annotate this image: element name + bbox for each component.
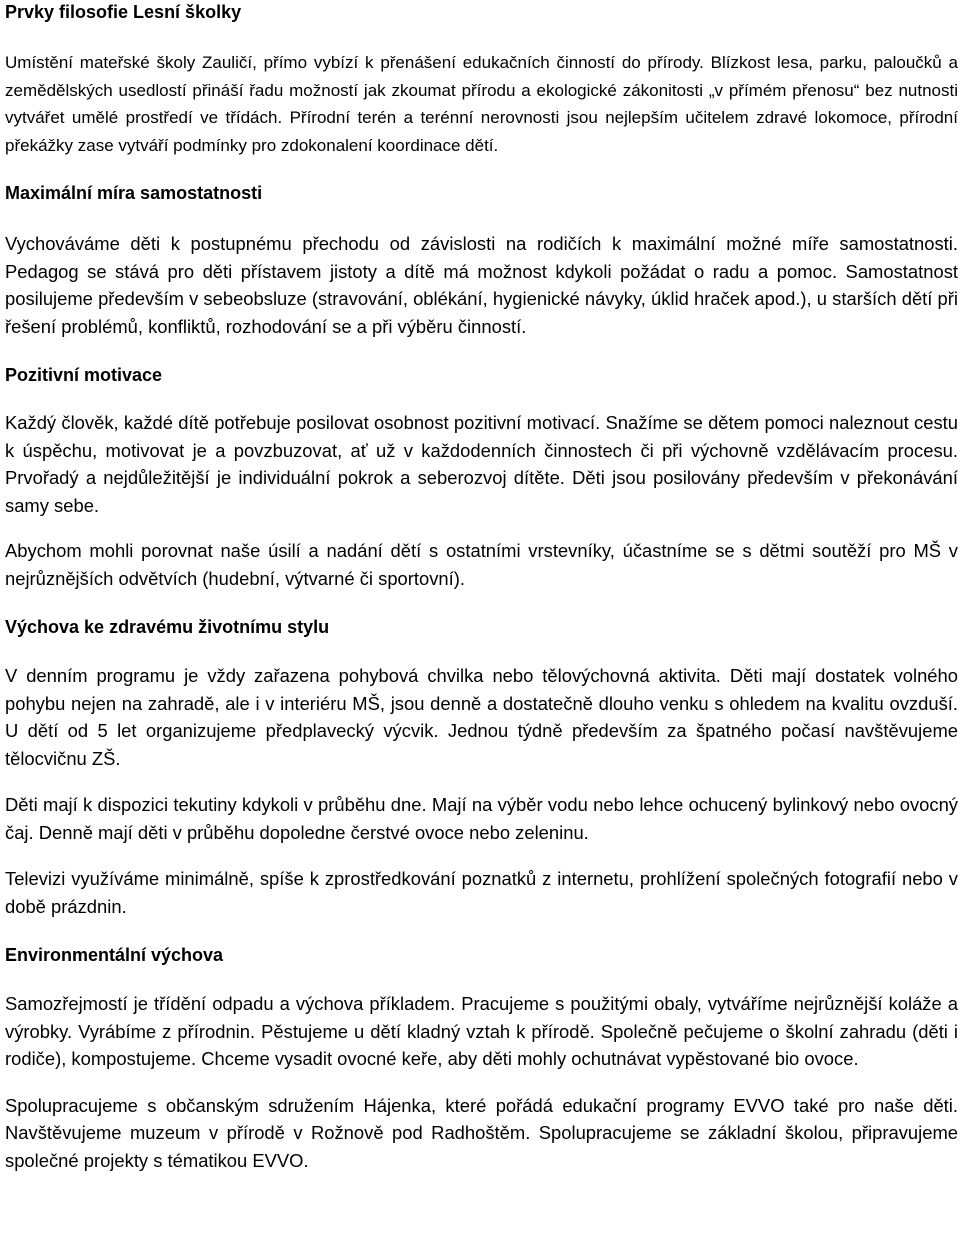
paragraph: Každý člověk, každé dítě potřebuje posilovat osobnost pozitivní motivací. Snažíme se dětem pomoci naleznout cestu k úspěchu, motivovat je a povzbuzovat, ať už v každodenních činnostech či při výchovně vzdělávacím procesu. Prvořadý a nejdůležitější je individuální pokrok a seberozvoj dítěte. Děti jsou posilovány především v překonávání samy sebe. [5, 412, 958, 516]
paragraph: Děti mají k dispozici tekutiny kdykoli v průběhu dne. Mají na výběr vodu nebo lehce ochucený bylinkový nebo ovocný čaj. Denně mají děti v průběhu dopoledne čerstvé ovoce nebo zeleninu. [5, 794, 958, 843]
paragraph: Umístění mateřské školy Zauličí, přímo vybízí k přenášení edukačních činností do přírody. Blízkost lesa, parku, paloučků a zemědělských usedlostí přináší řadu možností jak zkoumat přírodu a ekologické zákonitosti „v přímém přenosu“ bez nutnosti vytvářet umělé prostředí ve třídách. Přírodní terén a terénní nerovnosti jsou nejlepším učitelem zdravé lokomoce, přírodní překážky zase vytváří podmínky pro zdokonalení koordinace dětí. [5, 53, 958, 155]
paragraph: V denním programu je vždy zařazena pohybová chvilka nebo tělovýchovná aktivita. Děti mají dostatek volného pohybu nejen na zahradě, ale i v interiéru MŠ, jsou denně a dostatečně dlouho venku s ohledem na kvalitu ovzduší. U dětí od 5 let organizujeme předplavecký výcvik. Jednou týdně především za špatného počasí navštěvujeme tělocvičnu ZŠ. [5, 665, 958, 769]
section-heading: Prvky filosofie Lesní školky [5, 2, 242, 22]
section-heading: Pozitivní motivace [5, 365, 163, 386]
paragraph: Vychováváme děti k postupnému přechodu od závislosti na rodičích k maximální možné míře samostatnosti. Pedagog se stává pro děti přístavem jistoty a dítě má možnost kdykoli požádat o radu a pomoc. Samostatnost posilujeme především v sebeobsluze (stravování, oblékání, hygienické návyky, úklid hraček apod.), u starších dětí při řešení problémů, konfliktů, rozhodování se a při výběru činností. [5, 233, 958, 337]
section-heading: Výchova ke zdravému životnímu stylu [5, 617, 330, 638]
section-heading: Maximální míra samostatnosti [5, 183, 263, 204]
section-zdravy-zivotni-styl [5, 615, 958, 920]
section-pozitivni-motivace [5, 363, 958, 592]
paragraph: Samozřejmostí je třídění odpadu a výchova příkladem. Pracujeme s použitými obaly, vytváříme nejrůznější koláže a výrobky. Vyrábíme z přírodnin. Pěstujeme u dětí kladný vztah k přírodě. Společně pečujeme o školní zahradu (děti i rodiče), kompostujeme. Chceme vysadit ovocné keře, aby děti mohly ochutnávat vypěstované bio ovoce. [5, 993, 958, 1070]
paragraph: Spolupracujeme s občanským sdružením Hájenka, které pořádá edukační programy EVVO také pro naše děti. Navštěvujeme muzeum v přírodě v Rožnově pod Radhoštěm. Spolupracujeme se základní školou, připravujeme společné projekty s tématikou EVVO. [5, 1094, 958, 1171]
section-samostatnost [5, 181, 958, 340]
document-page [5, 0, 958, 1174]
section-lesni-skolka [5, 0, 958, 159]
paragraph: Televizi využíváme minimálně, spíše k zprostředkování poznatků z internetu, prohlížení společných fotografií nebo v době prázdnin. [5, 868, 958, 917]
section-heading: Environmentální výchova [5, 945, 224, 966]
paragraph: Abychom mohli porovnat naše úsilí a nadání dětí s ostatními vrstevníky, účastníme se s dětmi soutěží pro MŠ v nejrůznějších odvětvích (hudební, výtvarné či sportovní). [5, 540, 958, 589]
section-environmentalni-vychova [5, 943, 958, 1174]
